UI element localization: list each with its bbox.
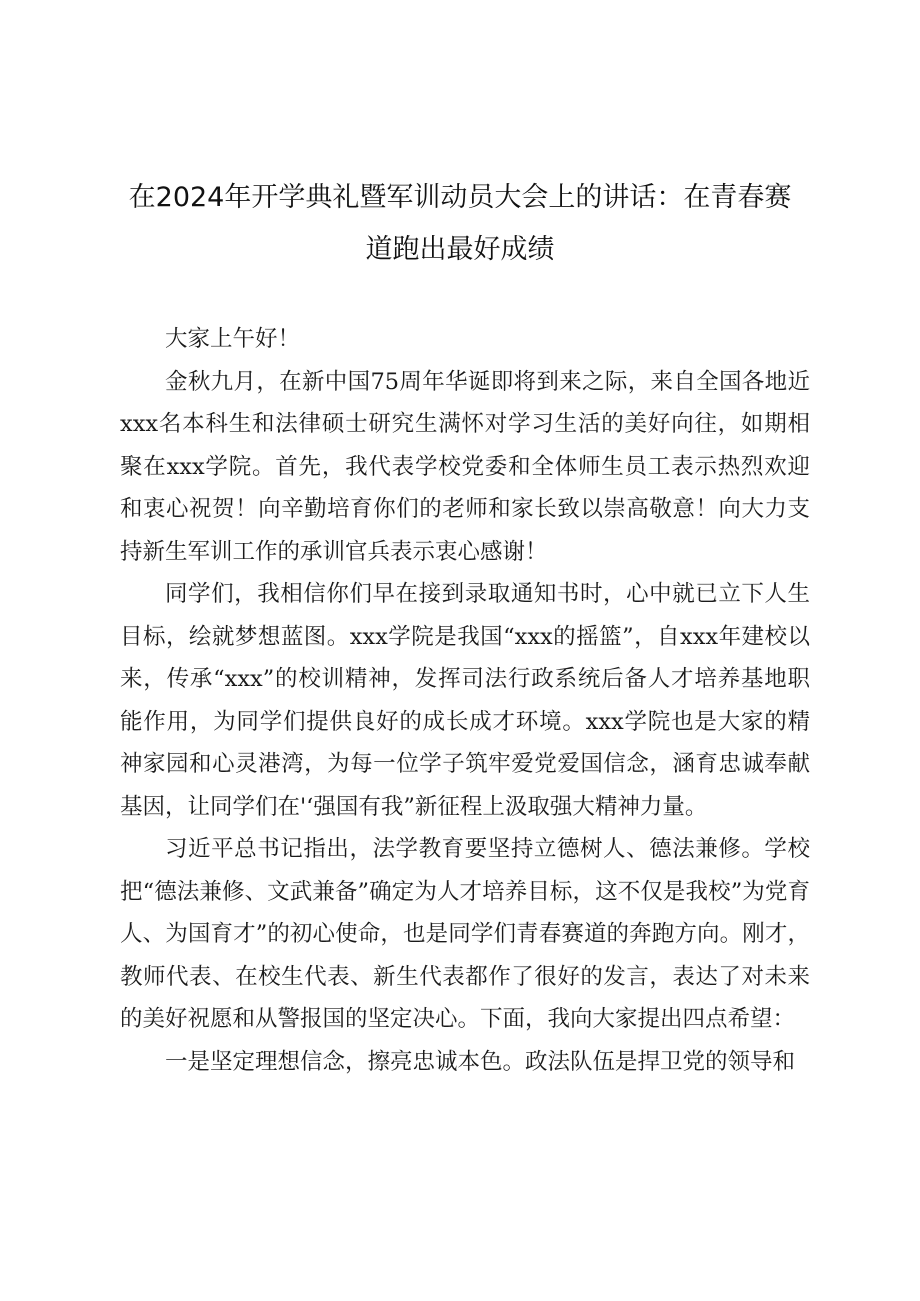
paragraph-school-intro: 同学们，我相信你们早在接到录取通知书时，心中就已立下人生目标，绘就梦想蓝图。xxx学院是我国“xxx的摇篮”，自xxx年建校以来，传承“xxx”的校训精神，发挥司法行政系统后备人才培养基地职能作用，为同学们提供良好的成长成才环境。xxx学院也是大家的精神家园和心灵港湾，为每一位学子筑牢爱党爱国信念，涵育忠诚奉献基因，让同学们在'‘强国有我”新征程上汲取强大精神力量。 [120,581,810,820]
paragraph-first-hope: 一是坚定理想信念，擦亮忠诚本色。政法队伍是捍卫党的领导和 [165,1048,796,1075]
paragraph-training-goals: 习近平总书记指出，法学教育要坚持立德树人、德法兼修。学校把“德法兼修、文武兼备”确定为人才培养目标，这不仅是我校”为党育人、为国育才”的初心使命，也是同学们青春赛道的奔跑方向。刚才，教师代表、在校生代表、新生代表都作了很好的发言，表达了对未来的美好祝愿和从警报国的坚定决心。下面，我向大家提出四点希望： [120,836,810,1032]
paragraph-welcome: 金秋九月，在新中国75周年华诞即将到来之际，来自全国各地近xxx名本科生和法律硕士研究生满怀对学习生活的美好向往，如期相聚在xxx学院。首先，我代表学校党委和全体师生员工表示热烈欢迎和衷心祝贺！向辛勤培育你们的老师和家长致以崇高敬意！向大力支持新生军训工作的承训官兵表示衷心感谢！ [120,368,810,565]
paragraph-greeting: 大家上午好！ [165,326,301,352]
document-title: 在2024年开学典礼暨军训动员大会上的讲话：在青春赛道跑出最好成绩 [128,182,792,265]
document-body [120,318,810,1083]
